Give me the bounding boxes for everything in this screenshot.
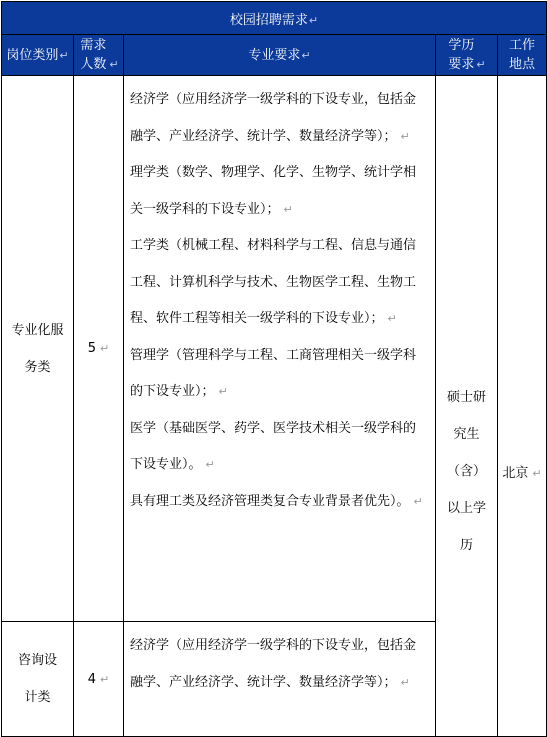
header-location-label: 工作地点 [508,38,535,72]
education-label: 硕士研究生（含）以上学历 [446,389,486,553]
table-title-row [2,2,547,35]
requirement-item: 具有理工类及经济管理类复合专业背景者优先）。 ↵ [130,493,423,509]
table-title: 校园招聘需求 [229,12,308,28]
paragraph-mark-icon: ↵ [532,466,542,480]
paragraph-mark-icon: ↵ [387,312,397,325]
paragraph-mark-icon: ↵ [400,129,410,143]
requirement-item: 经济学（应用经济学一级学科的下设专业，包括金融学、产业经济学、统计学、数量经济学等）； ↵ [130,92,417,144]
category-cell [2,76,74,622]
header-category [2,35,74,76]
requirement-item: 理学类（数学、物理学、化学、生物学、统计学相关一级学科的下设专业）； ↵ [130,165,417,217]
paragraph-mark-icon: ↵ [413,494,423,508]
paragraph-mark-icon: ↵ [218,385,228,398]
header-location [498,35,547,76]
category-label: 专业化服务类 [11,322,64,375]
recruitment-table [1,1,547,737]
header-education-label: 学历要求 [448,38,475,72]
column-header-row [2,35,547,76]
location-cell [498,76,547,737]
requirement-item: 经济学（应用经济学一级学科的下设专业，包括金融学、产业经济学、统计学、数量经济学等）； ↵ [130,638,417,690]
paragraph-mark-icon: ↵ [59,48,69,62]
header-count-label: 需求人数 [80,38,107,72]
header-category-label: 岗位类别 [6,47,59,63]
education-cell [436,76,498,737]
header-requirements-label: 专业要求 [248,47,301,63]
table-title-cell [2,2,547,35]
count-value: 4 [87,671,97,687]
paragraph-mark-icon: ↵ [100,672,110,686]
paragraph-mark-icon: ↵ [283,202,293,216]
paragraph-mark-icon: ↵ [308,13,319,27]
requirement-item: 工学类（机械工程、材料科学与工程、信息与通信工程、计算机科学与技术、生物医学工程、生物工程、软件工程等相关一级学科的下设专业）； ↵ [130,238,417,326]
requirement-item: 医学（基础医学、药学、医学技术相关一级学科的下设专业）。 ↵ [130,420,417,472]
paragraph-mark-icon: ↵ [400,675,410,689]
paragraph-mark-icon: ↵ [476,58,486,71]
paragraph-mark-icon: ↵ [100,342,110,355]
count-cell [74,622,124,737]
requirement-item: 管理学（管理科学与工程、工商管理相关一级学科的下设专业）； ↵ [130,347,417,399]
location-label: 北京 [502,465,529,481]
header-education [436,35,498,76]
requirements-cell [124,622,436,737]
paragraph-mark-icon: ↵ [205,458,215,471]
table-row [2,76,547,622]
category-cell [2,622,74,737]
paragraph-mark-icon: ↵ [109,58,119,71]
count-cell [74,76,124,622]
header-count [74,35,124,76]
paragraph-mark-icon: ↵ [301,48,311,62]
header-requirements [124,35,436,76]
category-label: 咨询设计类 [17,653,57,705]
requirements-cell [124,76,436,622]
count-value: 5 [87,341,97,356]
